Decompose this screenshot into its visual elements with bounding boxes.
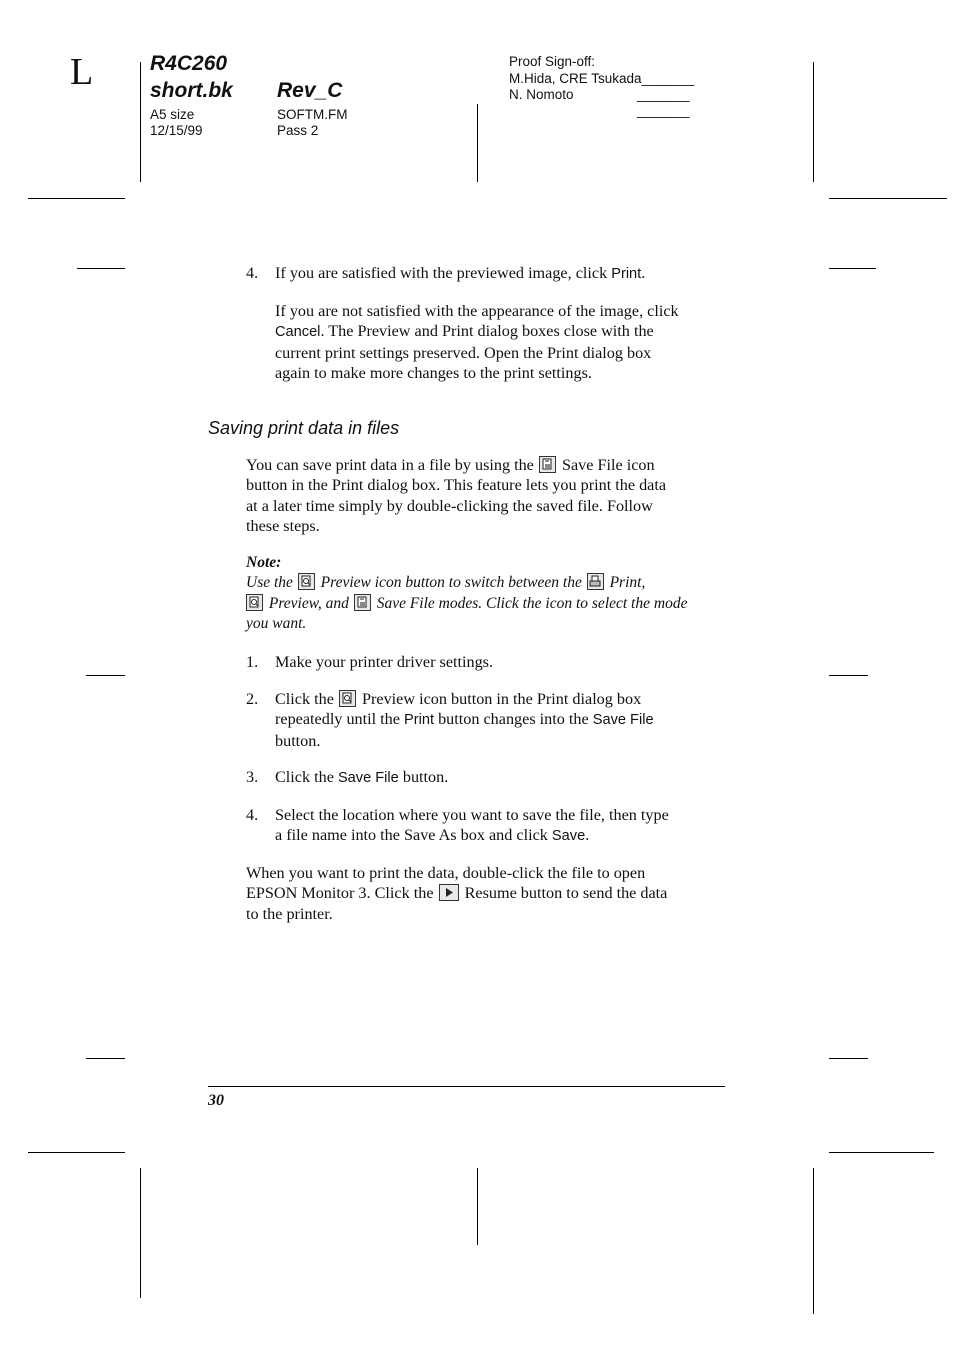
save-file-icon [539,456,556,473]
preview-icon [246,594,263,611]
print-icon [587,573,604,590]
step-text: Select the location where you want to save the file, then type a file name into the Save As box and click Save. [275,806,669,845]
proof-signoff-line2: M.Hida, CRE Tsukada_______ [509,71,695,86]
header-revision: Rev_C [277,79,343,102]
ui-term-save-file: Save File [592,712,654,729]
note-label: Note: [246,554,282,571]
section-heading: Saving print data in files [208,418,400,438]
step-number: 4. [246,806,259,824]
step-number: 4. [246,264,259,282]
step-number: 2. [246,690,259,708]
crop-mark [28,1152,125,1153]
crop-mark [86,1058,125,1059]
step-number: 1. [246,653,259,671]
crop-mark [477,1168,478,1245]
crop-mark [28,198,125,199]
proof-signoff-blank: _______ [637,87,690,102]
proof-signoff-label: Proof Sign-off: [509,54,596,69]
preview-icon [339,690,356,707]
step-number: 3. [246,768,259,786]
crop-mark [477,104,478,182]
crop-mark [829,268,876,269]
step-text: Make your printer driver settings. [275,653,494,671]
crop-mark [829,675,868,676]
resume-icon [439,884,459,901]
crop-mark [86,675,125,676]
note-body: Use the Preview icon button to switch between the Print, Preview, and Save File modes. Click the icon to select the mode you want. [246,574,688,632]
preview-icon [298,573,315,590]
header-title-line1: R4C260 [150,52,228,75]
ui-term-save-file: Save File [337,770,399,786]
save-file-icon [354,594,371,611]
crop-mark [140,1168,141,1298]
page-number: 30 [208,1092,224,1109]
proof-signoff-name: N. Nomoto [509,87,574,102]
crop-mark [77,268,125,269]
corner-letter: L [70,51,94,93]
crop-mark [829,1058,868,1059]
intro-paragraph: You can save print data in a file by using the Save File icon button in the Print dialog box. This feature lets you print the data at a later time simply by double-clicking the saved file. Follow these steps. [246,456,667,535]
step-text: If you are satisfied with the previewed image, click Print. [275,264,646,282]
ui-term-save: Save [551,828,586,845]
proof-signoff-blank: _______ [637,103,690,118]
crop-mark [829,198,947,199]
crop-mark [140,62,141,182]
crop-mark [829,1152,934,1153]
closing-paragraph: When you want to print the data, double-click the file to open EPSON Monitor 3. Click the Resume button to send the data to the printer. [246,864,668,923]
header-pass: Pass 2 [277,123,319,138]
crop-mark [813,1168,814,1314]
ui-term-print: Print [611,266,642,282]
header-filename: SOFTM.FM [277,107,348,122]
step-text: Click the Preview icon button in the Print dialog box repeatedly until the Print button changes into the Save File button. [275,690,654,750]
crop-mark [813,62,814,182]
header-title-line2: short.bk [150,79,233,102]
footer-rule [208,1086,725,1087]
ui-term-cancel: Cancel [275,324,321,341]
cancel-paragraph: If you are not satisfied with the appearance of the image, click Cancel. The Preview and Print dialog boxes close with the current print settings preserved. Open the Print dialog box again to make more changes to the print settings. [275,302,679,382]
header-size: A5 size [150,107,195,122]
header-date: 12/15/99 [150,123,203,138]
step-text: Click the Save File button. [275,768,449,786]
ui-term-print: Print [404,712,435,729]
